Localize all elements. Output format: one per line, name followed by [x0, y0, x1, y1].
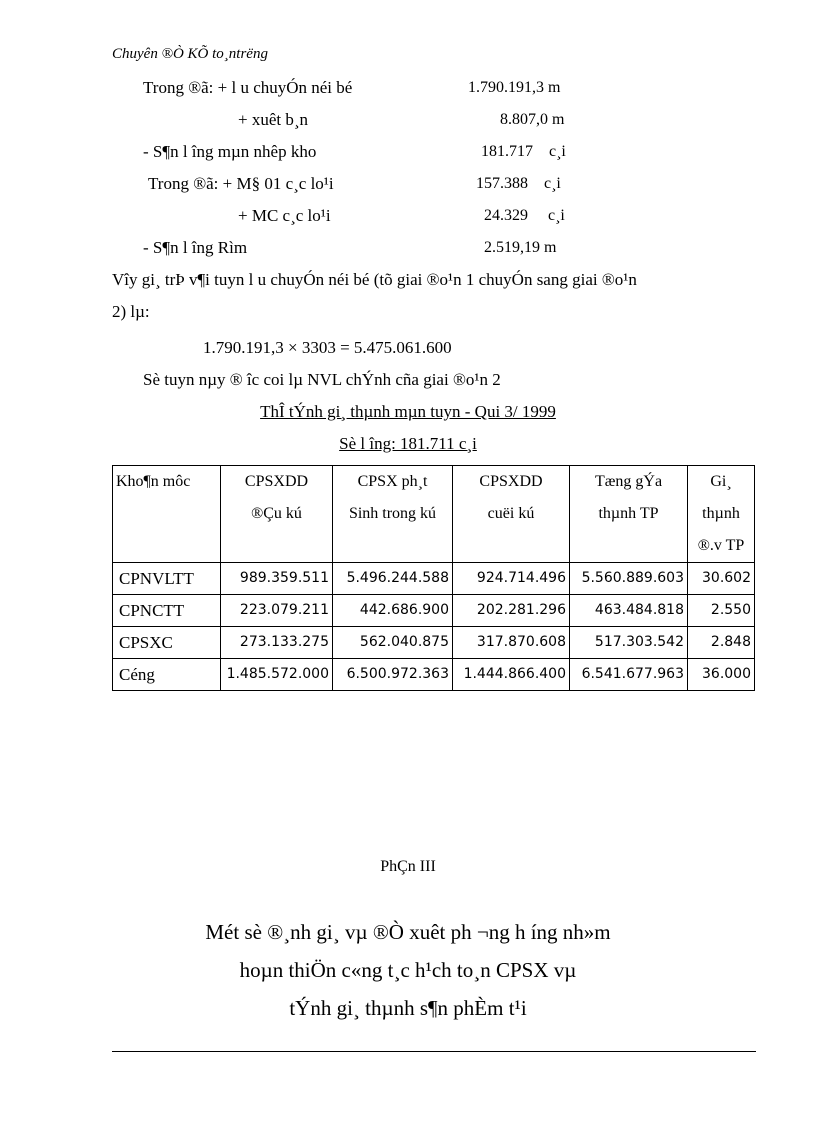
table-cell: 2.550 — [688, 595, 755, 627]
table-cell: 517.303.542 — [570, 627, 688, 659]
formula: 1.790.191,3 × 3303 = 5.475.061.600 — [203, 338, 452, 357]
table-cell: 30.602 — [688, 563, 755, 595]
header-cell: CPSXDD cuëi kú — [453, 466, 570, 563]
table-cell: 202.281.296 — [453, 595, 570, 627]
line-value: 157.388 c¸i — [476, 175, 561, 192]
table-cell: CPNVLTT — [113, 563, 221, 595]
table-cell: CPSXC — [113, 627, 221, 659]
line-label: - S¶n l îng mµn nhêp kho — [143, 142, 317, 161]
table-cell: 989.359.511 — [221, 563, 333, 595]
table-cell: Céng — [113, 659, 221, 691]
line-value: 8.807,0 m — [500, 111, 565, 128]
line-value: 181.717 c¸i — [481, 143, 566, 160]
line-value: 24.329 c¸i — [484, 207, 565, 224]
table-cell: 36.000 — [688, 659, 755, 691]
header-cell: Gi¸ thµnh ®.v TP — [688, 466, 755, 563]
table-cell: 223.079.211 — [221, 595, 333, 627]
table-cell: 6.541.677.963 — [570, 659, 688, 691]
header-cell: CPSXDD ®Çu kú — [221, 466, 333, 563]
table-row — [113, 595, 755, 627]
line-label: Trong ®ã: + l u chuyÓn néi bé — [143, 78, 353, 97]
table-cell: 1.485.572.000 — [221, 659, 333, 691]
table-cell: 442.686.900 — [333, 595, 453, 627]
table-cell: 317.870.608 — [453, 627, 570, 659]
line-label: Trong ®ã: + M§ 01 c¸c lo¹i — [148, 174, 334, 193]
header-cell: Tæng gÝa thµnh TP — [570, 466, 688, 563]
paragraph-line: Vîy gi¸ trÞ v¶i tuyn l u chuyÓn néi bé (tõ giai ®o¹n 1 chuyÓn sang giai ®o¹n — [112, 270, 637, 289]
table-row — [113, 627, 755, 659]
table-subtitle: Sè l îng: 181.711 c¸i — [339, 434, 477, 453]
cost-table — [112, 465, 755, 691]
section-title-line: tÝnh gi¸ thµnh s¶n phÈm t¹i — [289, 996, 527, 1020]
line-label: + xuêt b¸n — [238, 110, 309, 129]
table-cell: 1.444.866.400 — [453, 659, 570, 691]
table-cell: 562.040.875 — [333, 627, 453, 659]
table-cell: CPNCTT — [113, 595, 221, 627]
page-header: Chuyên ®Ò KÕ to¸ntrëng — [112, 46, 268, 62]
table-header-row — [113, 466, 755, 563]
paragraph-line: 2) lµ: — [112, 302, 150, 321]
table-cell: 6.500.972.363 — [333, 659, 453, 691]
table-title: ThÎ tÝnh gi¸ thµnh mµn tuyn - Qui 3/ 1999 — [260, 402, 556, 421]
horizontal-rule — [112, 1051, 756, 1052]
table-cell: 463.484.818 — [570, 595, 688, 627]
table-row-total — [113, 659, 755, 691]
table-cell: 273.133.275 — [221, 627, 333, 659]
header-cell: CPSX ph¸t Sinh trong kú — [333, 466, 453, 563]
section-title-line: Mét sè ®¸nh gi¸ vµ ®Ò xuêt ph ¬ng h íng nh»m — [205, 920, 611, 944]
table-cell: 2.848 — [688, 627, 755, 659]
line-label: - S¶n l îng Rìm — [143, 238, 248, 257]
line-value: 1.790.191,3 m — [468, 79, 561, 96]
section-title-line: hoµn thiÖn c«ng t¸c h¹ch to¸n CPSX vµ — [239, 958, 577, 982]
line-label: + MC c¸c lo¹i — [238, 206, 331, 225]
note: Sè tuyn nµy ® îc coi lµ NVL chÝnh cña giai ®o¹n 2 — [143, 370, 501, 389]
section-part: PhÇn III — [380, 858, 436, 875]
table-row — [113, 563, 755, 595]
header-cell: Kho¶n môc — [113, 466, 221, 563]
table-cell: 5.560.889.603 — [570, 563, 688, 595]
table-cell: 5.496.244.588 — [333, 563, 453, 595]
table-cell: 924.714.496 — [453, 563, 570, 595]
line-value: 2.519,19 m — [484, 239, 557, 256]
